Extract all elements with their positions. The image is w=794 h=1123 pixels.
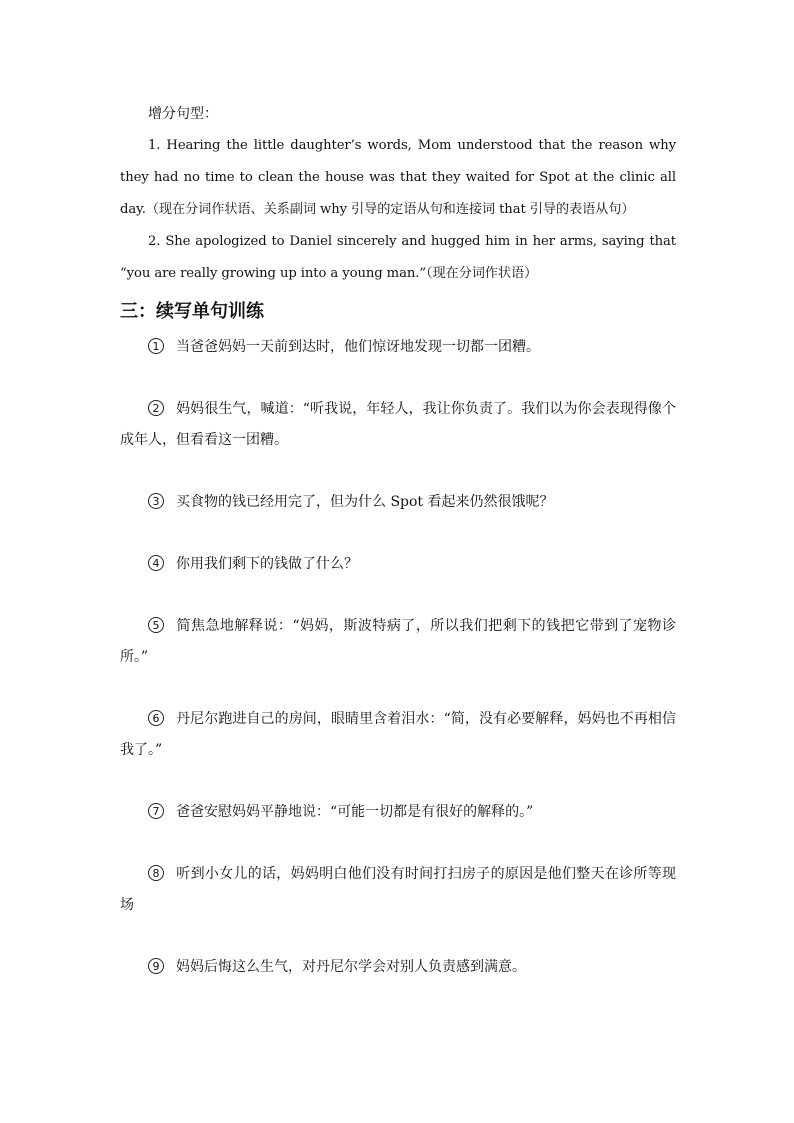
sentence-pattern-1: 1. Hearing the little daughter’s words, Mom understood that the reason why they had no time to clean the house was that they waited for Spot at the clinic all day.（现在分词作状语、关系副词 why 引导的定语从句和连接词 that 引导的表语从句） — [120, 138, 676, 217]
item-text: 你用我们剩下的钱做了什么？ — [176, 556, 358, 572]
item-number: 3 — [148, 493, 164, 509]
item-number: 6 — [148, 710, 164, 726]
exercise-item — [120, 332, 676, 363]
item-text: 妈妈很生气，喊道：“听我说，年轻人，我让你负责了。我们以为你会表现得像个成年人，但看看这一团糟。 — [120, 401, 676, 448]
item-number: 7 — [148, 803, 164, 819]
document-content — [120, 98, 676, 1014]
item-number: 2 — [148, 400, 164, 416]
item-text: 爸爸安慰妈妈平静地说：“可能一切都是有很好的解释的。” — [176, 804, 534, 820]
exercise-item — [120, 487, 676, 518]
item-number: 1 — [148, 338, 164, 354]
item-number: 5 — [148, 617, 164, 633]
item-text: 简焦急地解释说：“妈妈，斯波特病了，所以我们把剩下的钱把它带到了宠物诊所。” — [120, 618, 676, 665]
exercise-item — [120, 611, 676, 673]
exercise-item — [120, 797, 676, 828]
item-number: 8 — [148, 865, 164, 881]
exercise-item — [120, 859, 676, 921]
item-text: 听到小女儿的话，妈妈明白他们没有时间打扫房子的原因是他们整天在诊所等现场 — [120, 866, 676, 913]
exercise-item — [120, 952, 676, 983]
item-text: 妈妈后悔这么生气，对丹尼尔学会对别人负责感到满意。 — [176, 959, 526, 975]
sentence-pattern-2: 2. She apologized to Daniel sincerely and hugged him in her arms, saying that “you are really growing up into a young man.”（现在分词作状语） — [120, 234, 676, 281]
exercise-item — [120, 394, 676, 456]
exercise-list — [120, 332, 676, 983]
item-text: 买食物的钱已经用完了，但为什么 Spot 看起来仍然很饿呢？ — [176, 494, 554, 510]
item-number: 9 — [148, 958, 164, 974]
sentence-patterns-heading: 增分句型： — [148, 106, 218, 122]
item-text: 丹尼尔跑进自己的房间，眼睛里含着泪水：“简，没有必要解释，妈妈也不再相信我了。” — [120, 711, 676, 758]
item-number: 4 — [148, 555, 164, 571]
section-title: 三：续写单句训练 — [120, 301, 264, 322]
item-text: 当爸爸妈妈一天前到达时，他们惊讶地发现一切都一团糟。 — [176, 339, 540, 355]
exercise-item — [120, 549, 676, 580]
exercise-item — [120, 704, 676, 766]
